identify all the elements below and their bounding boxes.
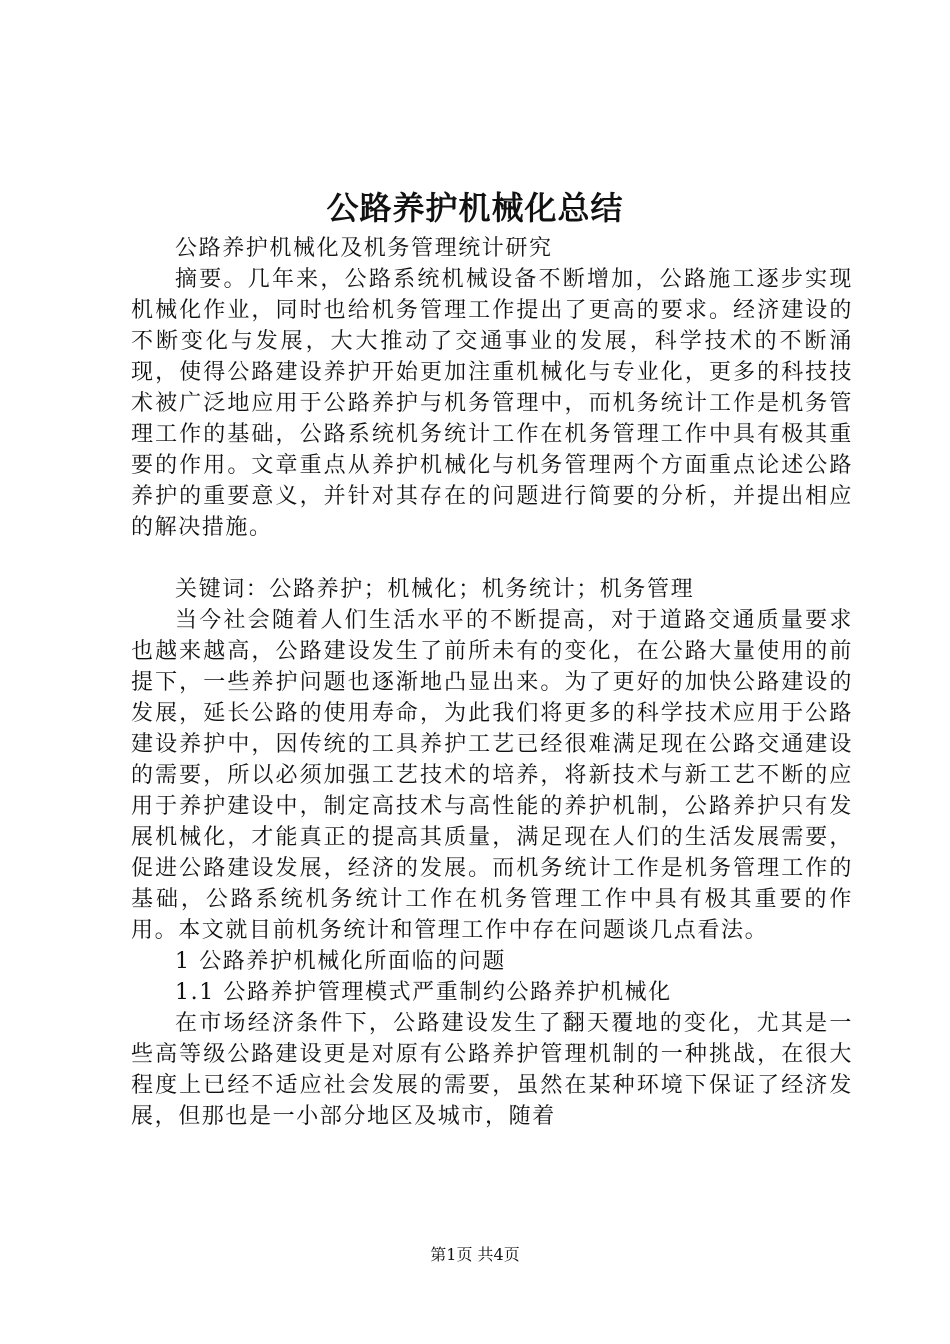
intro-paragraph: 当今社会随着人们生活水平的不断提高，对于道路交通质量要求也越来越高，公路建设发生了前所未有的变化，在公路大量使用的前提下，一些养护问题也逐渐地凸显出来。为了更好的加快公路建设的发展，延长公路的使用寿命，为此我们将更多的科学技术应用于公路建设养护中，因传统的工具养护工艺已经很难满足现在公路交通建设的需要，所以必须加强工艺技术的培养，将新技术与新工艺不断的应用于养护建设中，制定高技术与高性能的养护机制，公路养护只有发展机械化，才能真正的提高其质量，满足现在人们的生活发展需要，促进公路建设发展，经济的发展。而机务统计工作是机务管理工作的基础，公路系统机务统计工作在机务管理工作中具有极其重要的作用。本文就目前机务统计和管理工作中存在问题谈几点看法。	[131, 608, 853, 943]
document-title: 公路养护机械化总结	[326, 189, 624, 227]
abstract-paragraph: 摘要。几年来，公路系统机械设备不断增加，公路施工逐步实现机械化作业，同时也给机务管理工作提出了更高的要求。经济建设的不断变化与发展，大大推动了交通事业的发展，科学技术的不断涌现，使得公路建设养护开始更加注重机械化与专业化，更多的科技技术被广泛地应用于公路养护与机务管理中，而机务统计工作是机务管理工作的基础，公路系统机务统计工作在机务管理工作中具有极其重要的作用。文章重点从养护机械化与机务管理两个方面重点论述公路养护的重要意义，并针对其存在的问题进行简要的分析，并提出相应的解决措施。	[131, 267, 853, 540]
keywords-line: 关键词：公路养护；机械化；机务统计；机务管理	[175, 577, 695, 602]
paragraph-spacer	[131, 543, 853, 574]
section-1-1-paragraph: 在市场经济条件下，公路建设发生了翻天覆地的变化，尤其是一些高等级公路建设更是对原有公路养护管理机制的一种挑战，在很大程度上已经不适应社会发展的需要，虽然在某种环境下保证了经济发展，但那也是一小部分地区及城市，随着	[131, 1011, 853, 1129]
page-footer: 第1页 共4页	[430, 1245, 520, 1264]
section-1-heading: 1 公路养护机械化所面临的问题	[175, 949, 506, 974]
section-1-1-heading: 1.1 公路养护管理模式严重制约公路养护机械化	[175, 980, 672, 1005]
document-subtitle: 公路养护机械化及机务管理统计研究	[175, 236, 553, 261]
document-body	[131, 233, 853, 1132]
